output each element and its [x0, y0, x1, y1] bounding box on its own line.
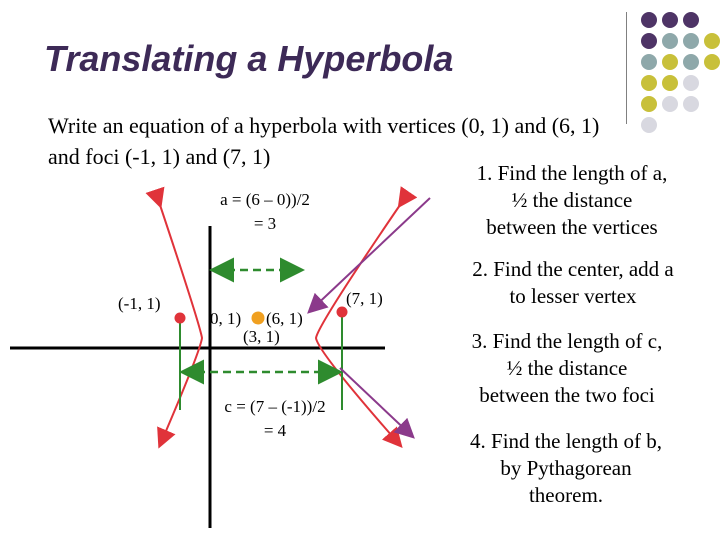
problem-line-1: Write an equation of a hyperbola with vertices (0, 1) and (6, 1) [48, 113, 600, 138]
step-3-pointer-arrow [340, 368, 412, 436]
focus-left-label: (-1, 1) [118, 294, 161, 313]
c-calculation [212, 397, 338, 441]
step-4-line-2: by Pythagorean [500, 456, 632, 480]
step-3-line-1: 3. Find the length of c, [471, 329, 663, 353]
step-4-line-3: theorem. [528, 483, 604, 507]
step-3-line-3: between the two foci [479, 383, 655, 407]
a-formula: a = (6 – 0))/2 [220, 190, 310, 209]
step-1-line-3: between the vertices [486, 215, 658, 239]
center-label: (3, 1) [243, 327, 280, 346]
step-2-line-2: to lesser vertex [509, 284, 637, 308]
step-3-line-2: ½ the distance [506, 356, 628, 380]
problem-line-2: and foci (-1, 1) and (7, 1) [48, 144, 271, 169]
step-1-line-2: ½ the distance [511, 188, 633, 212]
focus-left-point [175, 313, 186, 324]
c-formula: c = (7 – (-1))/2 [224, 397, 326, 416]
a-calculation [200, 190, 330, 234]
step-4-line-1: 4. Find the length of b, [470, 429, 662, 453]
center-point [252, 312, 265, 325]
focus-right-label: (7, 1) [346, 289, 383, 308]
vertex-left-label: 0, 1) [210, 309, 242, 328]
step-2-line-1: 2. Find the center, add a [472, 257, 674, 281]
step-1-line-1: 1. Find the length of a, [476, 161, 668, 185]
vertex-right-label: (6, 1) [266, 309, 303, 328]
c-result: = 4 [263, 421, 287, 440]
a-result: = 3 [253, 214, 277, 233]
slide-title: Translating a Hyperbola [44, 38, 454, 79]
